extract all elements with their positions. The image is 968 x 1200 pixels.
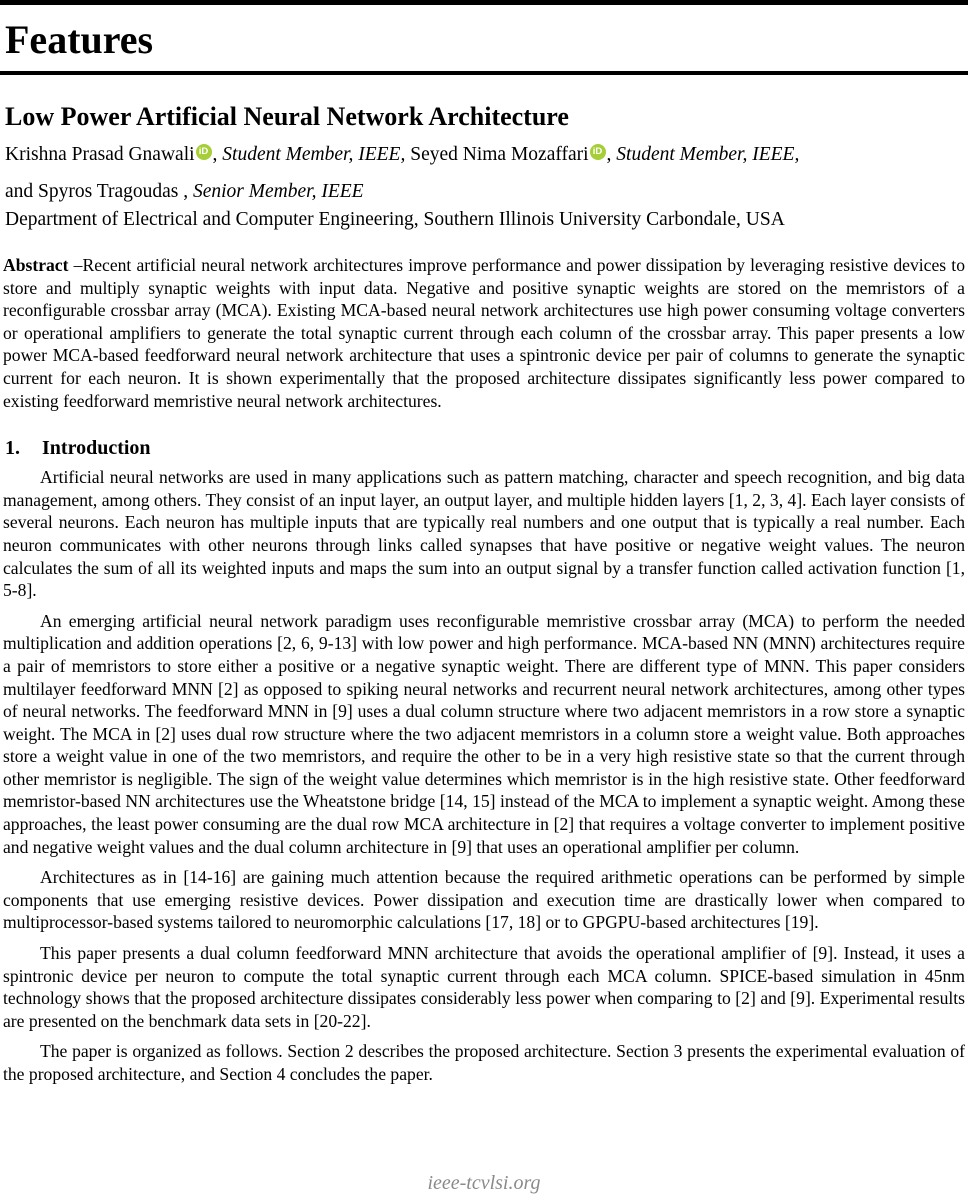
abstract-label: Abstract — [3, 255, 69, 275]
magazine-section-title: Features — [5, 17, 154, 62]
author-separator: , — [212, 144, 223, 165]
footer-site-url: ieee-tcvlsi.org — [427, 1172, 541, 1194]
author-separator: , — [606, 144, 617, 165]
intro-paragraph-2: An emerging artificial neural network paradigm uses reconfigurable memristive crossbar array (MCA) to perform the needed multiplication and addition operations [2, 6, 9-13] with low power and high performance. MCA-based NN (MNN) architectures require a pair of memristors to store either a positive or a negative synaptic weight. There are different type of MNN. This paper considers multilayer feedforward MNN [2] as opposed to spiking neural networks and recurrent neural network architectures, among other types of neural networks. The feedforward MNN in [9] uses a dual column structure where two adjacent memristors in a row store a synaptic weight. The MCA in [2] uses dual row structure where the two adjacent memristors in a column store a weight value. Both approaches store a weight value in one of the two memristors, and require the other to be in a very high resistive state so that the current through other memristor is negligible. The sign of the weight value determines which memristor is in the high resistive state. Other feedforward memristor-based NN architectures use the Wheatstone bridge [14, 15] instead of the MCA to implement a synaptic weight. Among these approaches, the least power consuming are the dual row MCA architecture in [2] that requires a voltage converter to implement positive and negative weight values and the dual column architecture in [9] that uses an operational amplifier per column. — [3, 610, 965, 857]
intro-paragraph-1: Artificial neural networks are used in many applications such as pattern matching, character and speech recognition, and big data management, among others. They consist of an input layer, an output layer, and multiple hidden layers [1, 2, 3, 4]. Each layer consists of several neurons. Each neuron has multiple inputs that are typically real numbers and one output that is typically a real number. Each neuron communicates with other neurons through links called synapses that have positive or negative weight values. The neuron calculates the sum of all its weighted inputs and maps the sum into an output signal by a transfer function called activation function [1, 5-8]. — [3, 467, 965, 601]
top-rule-bar — [0, 0, 968, 5]
orcid-icon[interactable] — [196, 144, 212, 160]
abstract-text: –Recent artificial neural network architectures improve performance and power dissipation by leveraging resistive devices to store and multiply synaptic weights with input data. Negative and positive synaptic weights are stored on the memristors of a reconfigurable crossbar array (MCA). Existing MCA-based neural network architectures use high power consuming voltage converters or operational amplifiers to generate the total synaptic current through each column of the crossbar array. This paper presents a low power MCA-based feedforward neural network architecture that uses a spintronic device per pair of columns to generate the synaptic current for each neuron. It is shown experimentally that the proposed architecture dissipates significantly less power compared to existing feedforward memristive neural network architectures. — [3, 255, 965, 411]
author-name-3: and Spyros Tragoudas , — [5, 181, 193, 202]
author-line-2 — [5, 178, 964, 206]
intro-paragraph-3: Architectures as in [14-16] are gaining much attention because the required arithmetic operations can be performed by simple components that use emerging resistive devices. Power dissipation and execution time are drastically lower when compared to multiprocessor-based systems tailored to neuromorphic calculations [17, 18] or to GPGPU-based architectures [19]. — [3, 867, 965, 933]
author-role-3: Senior Member, IEEE — [192, 181, 364, 202]
abstract-paragraph — [3, 254, 965, 412]
section-number: 1. — [5, 437, 20, 460]
author-line-1 — [5, 141, 964, 169]
section-heading-text: Introduction — [42, 437, 151, 460]
orcid-icon-label: iD — [592, 146, 603, 157]
author-role-1: Student Member, IEEE, — [222, 144, 406, 165]
intro-paragraph-4: This paper presents a dual column feedforward MNN architecture that avoids the operational amplifier of [9]. Instead, it uses a spintronic device per neuron to compute the total synaptic current through each MCA column. SPICE-based simulation in 45nm technology shows that the proposed architecture dissipates considerably less power when comparing to [2] and [9]. Experimental results are presented on the benchmark data sets in [20-22]. — [3, 943, 965, 1031]
author-affiliation: Department of Electrical and Computer Engineering, Southern Illinois University Carbondale, USA — [5, 209, 785, 230]
orcid-icon-label: iD — [198, 146, 209, 157]
author-name-2: Seyed Nima Mozaffari — [405, 144, 589, 165]
orcid-icon[interactable] — [590, 144, 606, 160]
header-divider-rule — [0, 71, 968, 75]
section-heading-introduction — [5, 436, 964, 460]
article-title: Low Power Artificial Neural Network Architecture — [5, 102, 569, 131]
author-role-2: Student Member, IEEE, — [616, 144, 800, 165]
article — [0, 102, 968, 1086]
author-name-1: Krishna Prasad Gnawali — [5, 144, 195, 165]
intro-paragraph-5: The paper is organized as follows. Section 2 describes the proposed architecture. Section 3 presents the experimental evaluation of the proposed architecture, and Section 4 concludes the paper. — [3, 1041, 965, 1084]
